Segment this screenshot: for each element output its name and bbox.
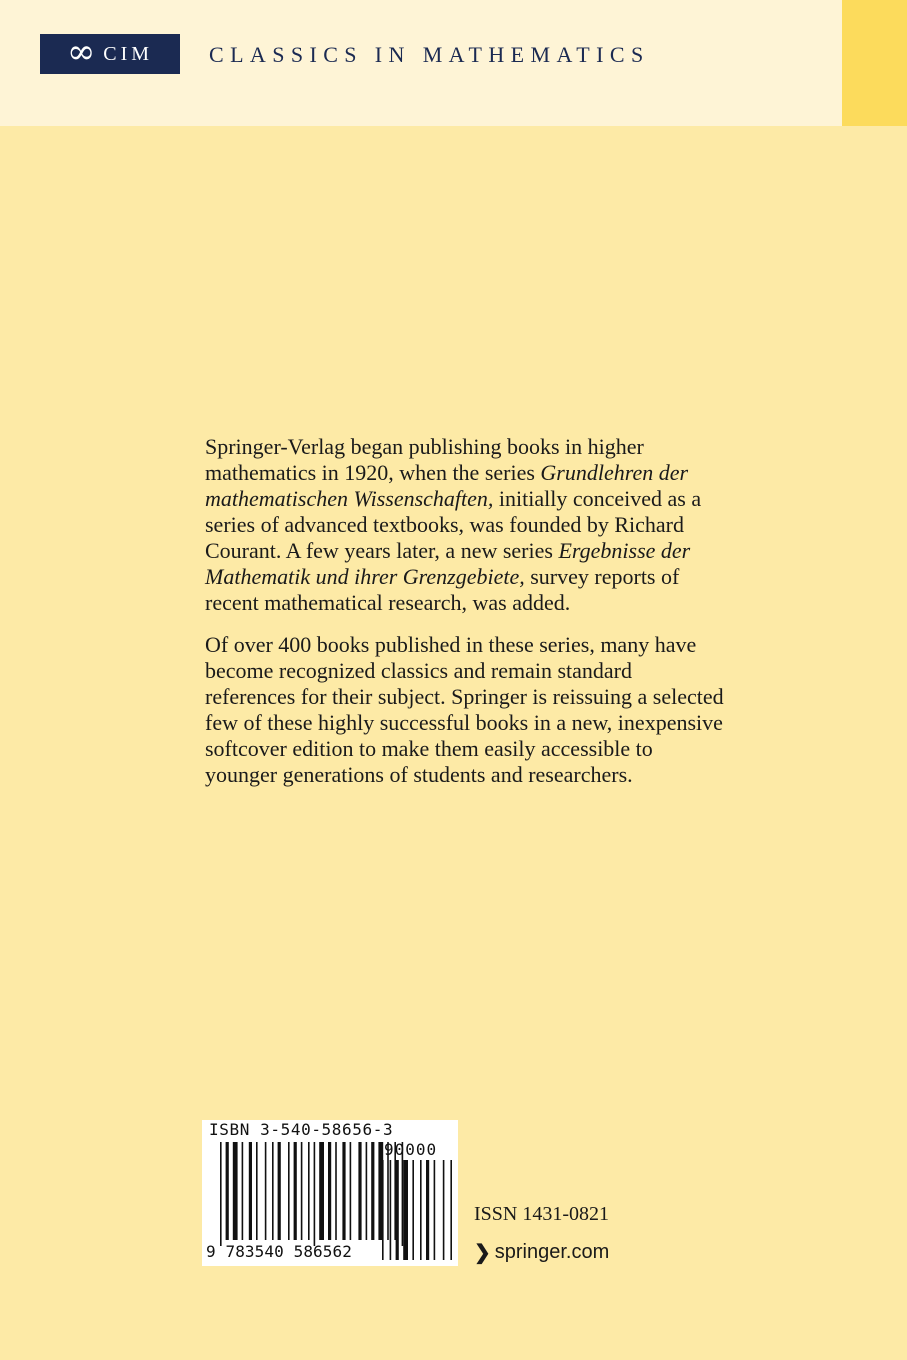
addon-bar — [420, 1160, 422, 1260]
barcode-bar — [308, 1142, 310, 1240]
back-cover-blurb — [205, 434, 725, 804]
springer-link-text: springer.com — [494, 1241, 610, 1263]
isbn-text: ISBN 3-540-58656-3 — [209, 1120, 394, 1139]
barcode-bar — [350, 1142, 352, 1240]
infinity-icon: ∞ — [66, 32, 96, 72]
cim-logo — [40, 34, 180, 74]
series-title: CLASSICS IN MATHEMATICS — [209, 42, 650, 67]
barcode-bar — [265, 1142, 267, 1240]
barcode-bar — [226, 1142, 229, 1240]
barcode-bar — [249, 1142, 252, 1240]
barcode-bar — [301, 1142, 303, 1240]
addon-bar — [412, 1160, 414, 1260]
header-accent-stripe — [842, 0, 907, 126]
barcode-bar — [294, 1142, 297, 1240]
barcode-bar — [371, 1142, 374, 1240]
ean-digits: 9 783540 586562 — [206, 1242, 352, 1261]
barcode-bar — [256, 1142, 258, 1240]
issn-number: ISSN 1431-0821 — [474, 1203, 610, 1225]
barcode-bar — [242, 1142, 244, 1240]
barcode-bar — [288, 1142, 290, 1240]
barcode-bar — [366, 1142, 368, 1240]
cim-logo-text: CIM — [103, 42, 154, 65]
addon-bar — [443, 1160, 445, 1260]
barcode-bar — [335, 1142, 337, 1240]
barcode-bar — [319, 1142, 324, 1240]
addon-bar — [434, 1160, 436, 1260]
isbn-barcode — [202, 1120, 458, 1266]
barcode-bar — [278, 1142, 281, 1240]
addon-bar — [382, 1160, 384, 1260]
barcode-bar — [220, 1142, 222, 1246]
blurb-paragraph-1: Springer-Verlag began publishing books in higher mathematics in 1920, when the series Grundlehren der mathematischen Wissenschaften, initially conceived as a series of advanced textbooks, was founded by Richard Courant. A few years later, a new series Ergebnisse der Mathematik und ihrer Grenzgebiete, survey reports of recent mathematical research, was added. — [205, 434, 702, 615]
barcode-bar — [342, 1142, 345, 1240]
barcode-bar — [328, 1142, 331, 1240]
addon-digits: 90000 — [384, 1140, 438, 1159]
barcode-bar — [272, 1142, 274, 1240]
blurb-paragraph-2: Of over 400 books published in these series, many have become recognized classics and remain standard references for their subject. Springer is reissuing a selected few of these highly successful books in a new, inexpensive softcover edition to make them easily accessible to younger generations of students and researchers. — [205, 632, 724, 787]
barcode-bar — [233, 1142, 238, 1240]
barcode-bar — [358, 1142, 361, 1240]
addon-bar — [450, 1160, 452, 1260]
addon-bar — [396, 1160, 399, 1260]
addon-bar — [390, 1160, 392, 1260]
chevron-right-icon: ❯ — [474, 1242, 491, 1264]
addon-bar — [403, 1160, 408, 1260]
barcode-bar — [314, 1142, 316, 1246]
springer-website-link[interactable] — [474, 1240, 609, 1265]
addon-bar — [426, 1160, 429, 1260]
